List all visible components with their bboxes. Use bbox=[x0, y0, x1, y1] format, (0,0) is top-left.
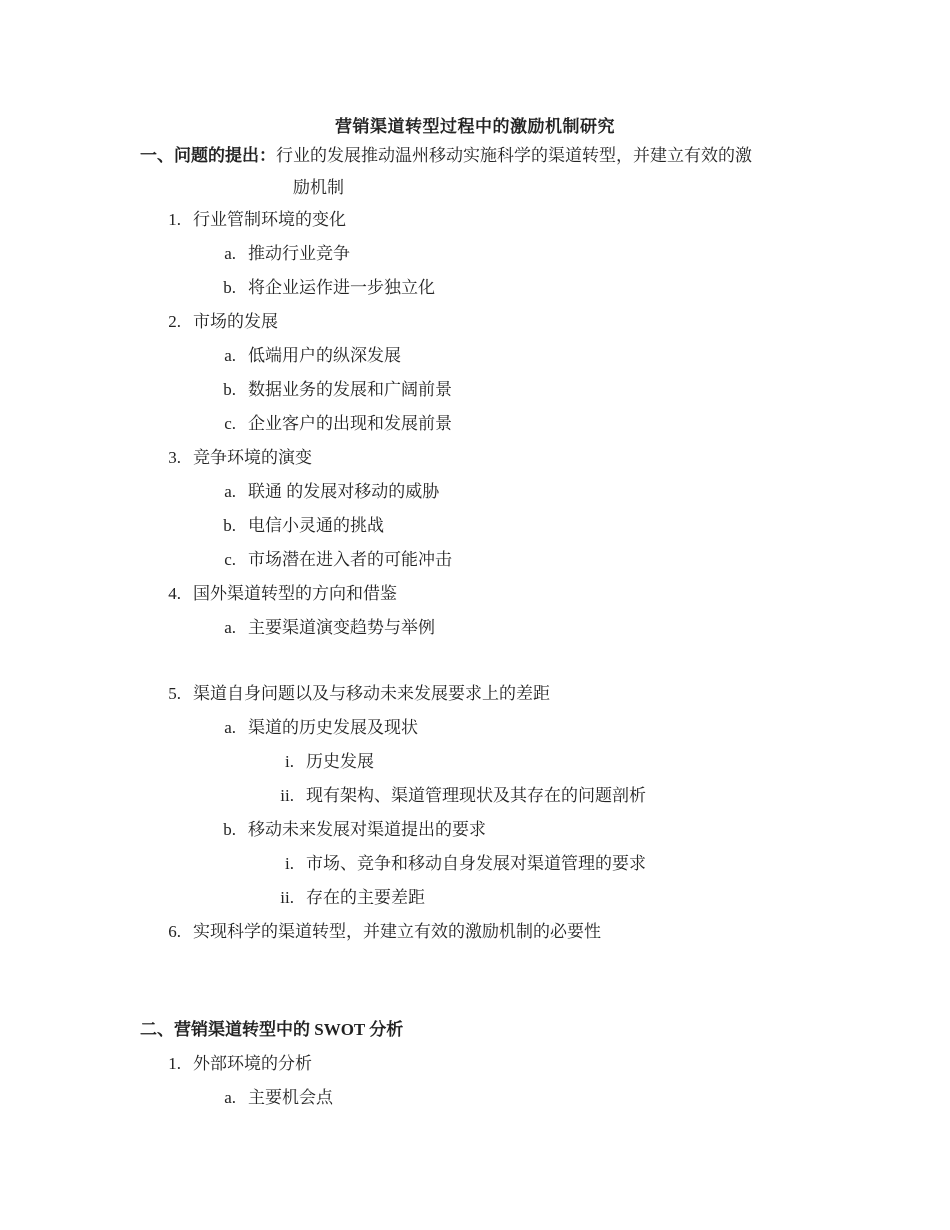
sub-list-item bbox=[222, 549, 452, 571]
sub-text: 推动行业竞争 bbox=[248, 244, 350, 263]
sub-sub-list-item bbox=[278, 887, 425, 909]
sub-text: 数据业务的发展和广阔前景 bbox=[248, 380, 452, 399]
document-title: 营销渠道转型过程中的激励机制研究 bbox=[335, 117, 615, 136]
sub-sub-text: 存在的主要差距 bbox=[306, 888, 425, 907]
sub-sub-list-item bbox=[278, 751, 374, 773]
sub-list-item bbox=[222, 515, 384, 537]
sub-list-item bbox=[222, 481, 439, 503]
sub-marker: a. bbox=[224, 244, 236, 263]
section1-heading bbox=[140, 145, 752, 167]
sub-marker: a. bbox=[224, 346, 236, 365]
section1-text-line2: 励机制 bbox=[293, 178, 344, 197]
section2-heading: 二、营销渠道转型中的 SWOT 分析 bbox=[140, 1020, 404, 1039]
sub-text: 将企业运作进一步独立化 bbox=[248, 278, 435, 297]
sub-list-item bbox=[222, 413, 452, 435]
list-number: 5. bbox=[168, 684, 181, 703]
sub-marker: c. bbox=[224, 414, 236, 433]
sub-marker: a. bbox=[224, 618, 236, 637]
section1-text-line1: 行业的发展推动温州移动实施科学的渠道转型，并建立有效的激 bbox=[276, 146, 752, 165]
list-item bbox=[165, 921, 601, 943]
list-item-text: 市场的发展 bbox=[193, 312, 278, 331]
sub-marker: c. bbox=[224, 550, 236, 569]
list-item-text: 实现科学的渠道转型，并建立有效的激励机制的必要性 bbox=[193, 922, 601, 941]
sub-list-item bbox=[222, 717, 418, 739]
sub-text: 联通 的发展对移动的威胁 bbox=[248, 482, 440, 501]
list-number: 6. bbox=[168, 922, 181, 941]
list-item bbox=[165, 583, 397, 605]
list-number: 1. bbox=[168, 1054, 181, 1073]
list-number: 3. bbox=[168, 448, 181, 467]
roman-marker: ii. bbox=[280, 786, 294, 805]
list-item-text: 行业管制环境的变化 bbox=[193, 210, 346, 229]
sub-text: 主要机会点 bbox=[248, 1088, 333, 1107]
sub-marker: b. bbox=[223, 516, 236, 535]
list-item bbox=[165, 311, 278, 333]
list-item-text: 竞争环境的演变 bbox=[193, 448, 312, 467]
sub-sub-text: 历史发展 bbox=[306, 752, 374, 771]
sub-text: 企业客户的出现和发展前景 bbox=[248, 414, 452, 433]
list-item bbox=[165, 209, 346, 231]
sub-list-item bbox=[222, 379, 452, 401]
sub-sub-list-item bbox=[278, 785, 646, 807]
roman-marker: i. bbox=[285, 854, 294, 873]
list-item bbox=[165, 1053, 312, 1075]
sub-text: 电信小灵通的挑战 bbox=[248, 516, 384, 535]
section1-label: 一、问题的提出： bbox=[140, 146, 276, 165]
list-item bbox=[165, 447, 312, 469]
list-number: 1. bbox=[168, 210, 181, 229]
list-item bbox=[165, 683, 550, 705]
list-number: 2. bbox=[168, 312, 181, 331]
sub-sub-list-item bbox=[278, 853, 646, 875]
sub-marker: a. bbox=[224, 718, 236, 737]
roman-marker: ii. bbox=[280, 888, 294, 907]
list-item-text: 渠道自身问题以及与移动未来发展要求上的差距 bbox=[193, 684, 550, 703]
sub-text: 移动未来发展对渠道提出的要求 bbox=[248, 820, 486, 839]
list-number: 4. bbox=[168, 584, 181, 603]
sub-text: 渠道的历史发展及现状 bbox=[248, 718, 418, 737]
sub-text: 主要渠道演变趋势与举例 bbox=[248, 618, 435, 637]
sub-text: 市场潜在进入者的可能冲击 bbox=[248, 550, 452, 569]
sub-sub-text: 市场、竞争和移动自身发展对渠道管理的要求 bbox=[306, 854, 646, 873]
sub-marker: b. bbox=[223, 278, 236, 297]
sub-list-item bbox=[222, 1087, 333, 1109]
sub-list-item bbox=[222, 345, 401, 367]
list-item-text: 国外渠道转型的方向和借鉴 bbox=[193, 584, 397, 603]
list-item-text: 外部环境的分析 bbox=[193, 1054, 312, 1073]
sub-marker: b. bbox=[223, 380, 236, 399]
sub-list-item bbox=[222, 243, 350, 265]
sub-sub-text: 现有架构、渠道管理现状及其存在的问题剖析 bbox=[306, 786, 646, 805]
sub-list-item bbox=[222, 277, 435, 299]
sub-list-item bbox=[222, 819, 486, 841]
sub-marker: a. bbox=[224, 1088, 236, 1107]
sub-list-item bbox=[222, 617, 435, 639]
sub-marker: b. bbox=[223, 820, 236, 839]
sub-marker: a. bbox=[224, 482, 236, 501]
roman-marker: i. bbox=[285, 752, 294, 771]
sub-text: 低端用户的纵深发展 bbox=[248, 346, 401, 365]
